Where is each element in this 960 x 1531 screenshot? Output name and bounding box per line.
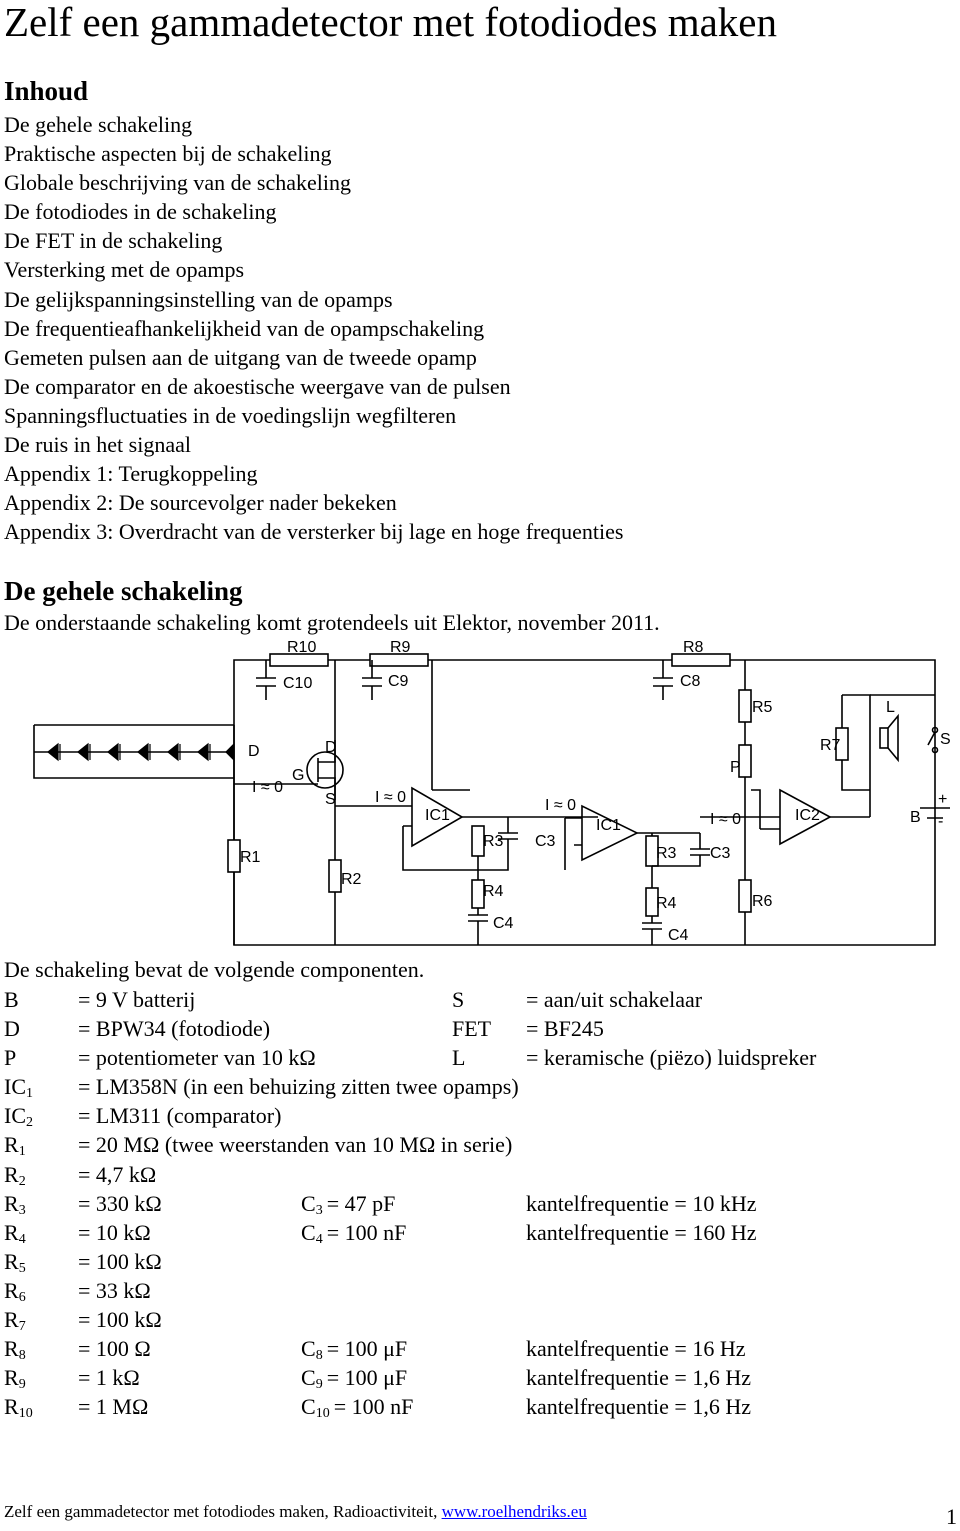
toc-item[interactable]: De FET in de schakeling [4, 228, 223, 254]
svg-text:R10: R10 [287, 639, 317, 656]
svg-text:D: D [325, 739, 337, 756]
toc-item[interactable]: De comparator en de akoestische weergave van de pulsen [4, 373, 511, 399]
component-symbol: S [452, 987, 465, 1012]
svg-text:C8: C8 [680, 673, 701, 690]
component-symbol: $R_1$ [4, 1132, 26, 1160]
svg-text:R4: R4 [483, 883, 504, 900]
svg-text:S: S [325, 791, 336, 808]
page-number: 1 [946, 1504, 957, 1529]
svg-text:R3: R3 [656, 845, 677, 862]
capacitor-value: $C_3 = 47$ pF [301, 1190, 396, 1218]
cutoff-frequency: kantelfrequentie = 1,6 Hz [526, 1365, 751, 1391]
component-value: = 100 kΩ [78, 1248, 162, 1274]
toc-item[interactable]: De frequentieafhankelijkheid van de opampschakeling [4, 315, 485, 341]
capacitor-value: $C_9 = 100$ μF [301, 1365, 408, 1393]
svg-text:I ≈ 0: I ≈ 0 [375, 789, 407, 806]
toc-item[interactable]: Appendix 3: Overdracht van de versterker bij lage en hoge frequenties [4, 519, 624, 545]
svg-text:R6: R6 [752, 893, 773, 910]
svg-text:C9: C9 [388, 673, 409, 690]
svg-text:L: L [886, 699, 895, 716]
svg-text:C3: C3 [710, 845, 731, 862]
toc-item[interactable]: Appendix 1: Terugkoppeling [4, 461, 258, 487]
svg-text:R8: R8 [683, 639, 704, 656]
component-symbol: $R_9$ [4, 1365, 26, 1393]
component-symbol: L [452, 1045, 466, 1071]
component-symbol: P [4, 1045, 17, 1071]
svg-text:R7: R7 [820, 737, 841, 754]
svg-text:-: - [938, 813, 944, 830]
component-value: = 1 MΩ [78, 1394, 149, 1420]
component-symbol: $R_{10}$ [4, 1394, 33, 1422]
capacitor-value: $C_4 = 100$ nF [301, 1219, 407, 1247]
component-value: = 100 kΩ [78, 1307, 162, 1333]
toc-item[interactable]: Versterking met de opamps [4, 257, 245, 283]
component-value: = LM358N (in een behuizing zitten twee opamps) [78, 1074, 519, 1100]
component-value: = 4,7 kΩ [78, 1161, 157, 1187]
toc-item[interactable]: Spanningsfluctuaties in de voedingslijn wegfilteren [4, 402, 457, 428]
component-value: = 33 kΩ [78, 1277, 151, 1303]
svg-text:I ≈ 0: I ≈ 0 [545, 797, 577, 814]
toc-item[interactable]: Globale beschrijving van de schakeling [4, 170, 352, 196]
toc-item[interactable]: De fotodiodes in de schakeling [4, 199, 277, 225]
component-value: = BF245 [526, 1016, 604, 1042]
toc-item[interactable]: De gelijkspanningsinstelling van de opamps [4, 286, 393, 312]
component-symbol: FET [452, 1016, 492, 1042]
capacitor-value: $C_{10} = 100$ nF [301, 1394, 414, 1422]
svg-text:R5: R5 [752, 699, 773, 716]
svg-text:C3: C3 [535, 833, 556, 850]
svg-text:I ≈ 0: I ≈ 0 [710, 811, 742, 828]
svg-text:R9: R9 [390, 639, 411, 656]
component-value: = 20 MΩ (twee weerstanden van 10 MΩ in serie) [78, 1132, 513, 1158]
component-value: = BPW34 (fotodiode) [78, 1016, 271, 1042]
cutoff-frequency: kantelfrequentie = 16 Hz [526, 1336, 746, 1362]
footer-link[interactable]: www.roelhendriks.eu [441, 1502, 587, 1521]
component-symbol: $R_2$ [4, 1161, 26, 1189]
svg-text:D: D [248, 743, 260, 760]
component-value: = aan/uit schakelaar [526, 987, 703, 1012]
svg-text:G: G [292, 767, 305, 784]
component-symbol: $R_3$ [4, 1190, 26, 1218]
toc-item[interactable]: De gehele schakeling [4, 112, 193, 137]
cutoff-frequency: kantelfrequentie = 10 kHz [526, 1190, 757, 1216]
component-value: = 330 kΩ [78, 1190, 162, 1216]
toc-item[interactable]: De ruis in het signaal [4, 432, 191, 458]
toc-item[interactable]: Gemeten pulsen aan de uitgang van de tweede opamp [4, 344, 477, 370]
cutoff-frequency: kantelfrequentie = 160 Hz [526, 1219, 757, 1245]
svg-text:IC1: IC1 [596, 817, 621, 834]
component-value: = 1 kΩ [78, 1365, 140, 1391]
component-symbol: $R_8$ [4, 1336, 26, 1364]
component-value: = LM311 (comparator) [78, 1103, 282, 1129]
component-symbol: D [4, 1016, 20, 1042]
section-heading: De gehele schakeling [4, 576, 243, 606]
table-of-contents [4, 110, 623, 546]
component-value: = 10 kΩ [78, 1219, 151, 1245]
component-symbol: $R_5$ [4, 1248, 26, 1276]
svg-text:+: + [938, 791, 948, 808]
svg-text:R4: R4 [656, 895, 677, 912]
toc-heading: Inhoud [4, 76, 89, 106]
svg-text:IC1: IC1 [425, 807, 450, 824]
svg-text:C10: C10 [283, 675, 313, 692]
toc-item[interactable]: Praktische aspecten bij de schakeling [4, 141, 332, 167]
svg-text:R3: R3 [483, 833, 504, 850]
svg-text:C4: C4 [668, 927, 689, 944]
component-symbol: $IC_1$ [4, 1074, 33, 1102]
component-symbol: $R_7$ [4, 1307, 26, 1335]
circuit-schematic [0, 634, 960, 956]
svg-text:IC2: IC2 [795, 807, 820, 824]
svg-text:R1: R1 [240, 849, 261, 866]
component-value: = potentiometer van 10 kΩ [78, 1045, 316, 1071]
component-symbol: $IC_2$ [4, 1103, 33, 1131]
component-value: = 100 Ω [78, 1336, 151, 1362]
components-intro: De schakeling bevat de volgende componenten. [4, 957, 425, 982]
page-title: Zelf een gammadetector met fotodiodes maken [4, 0, 777, 45]
svg-text:B: B [910, 809, 921, 826]
component-value: = 9 V batterij [78, 987, 196, 1012]
capacitor-value: $C_8 = 100$ μF [301, 1336, 408, 1364]
component-symbol: $R_4$ [4, 1219, 26, 1247]
svg-text:R2: R2 [341, 871, 362, 888]
svg-text:P: P [730, 759, 741, 776]
section-intro: De onderstaande schakeling komt grotendeels uit Elektor, november 2011. [4, 610, 660, 635]
svg-text:C4: C4 [493, 915, 514, 932]
svg-text:S: S [940, 731, 951, 748]
component-symbol: $R_6$ [4, 1277, 26, 1305]
toc-item[interactable]: Appendix 2: De sourcevolger nader bekeken [4, 490, 397, 516]
page-footer [4, 1502, 587, 1522]
component-value: = keramische (piëzo) luidspreker [526, 1045, 817, 1071]
component-symbol: B [4, 987, 19, 1012]
cutoff-frequency: kantelfrequentie = 1,6 Hz [526, 1394, 751, 1420]
svg-text:I ≈ 0: I ≈ 0 [252, 779, 284, 796]
footer-text: Zelf een gammadetector met fotodiodes maken, Radioactiviteit, [4, 1502, 442, 1521]
